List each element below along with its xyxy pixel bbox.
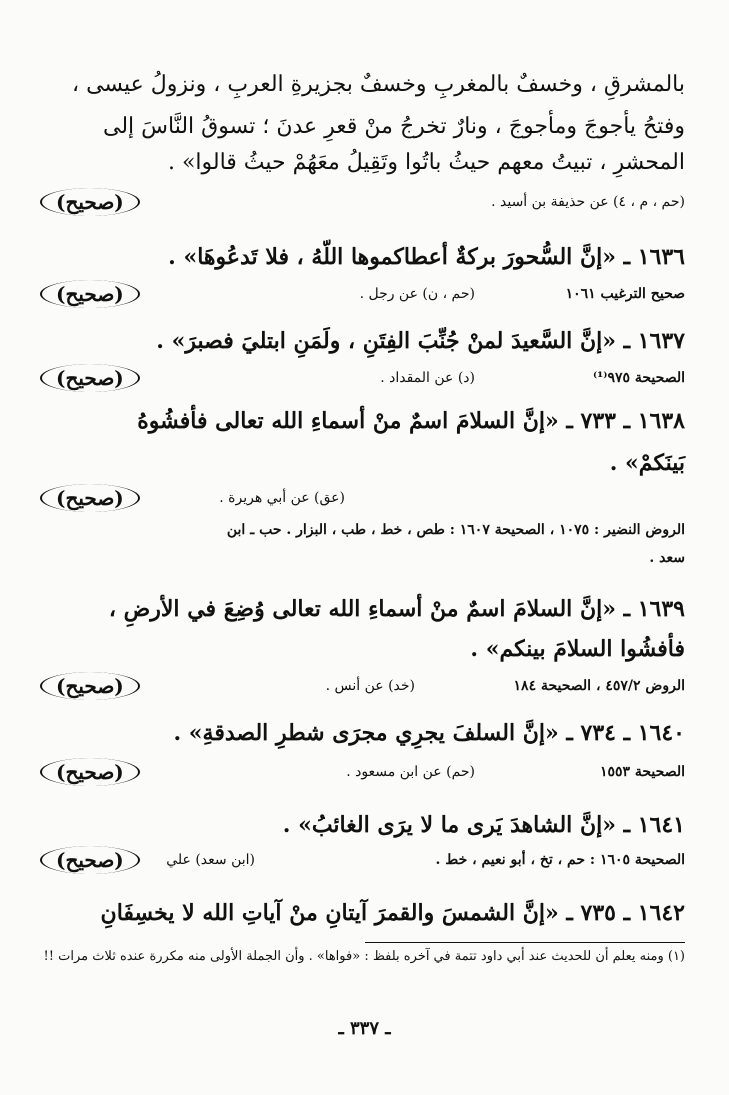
- grade-row-1640: [40, 758, 685, 798]
- hadith-1641: ١٦٤١ ـ «إنَّ الشاهدَ يَرى ما لا يرَى الغائبُ» .: [282, 812, 685, 838]
- grade-label: (صحيح): [40, 846, 140, 874]
- reference-text: الصحيحة ١٥٥٣: [599, 764, 685, 780]
- intro-line-2: وفتحُ يأجوجَ ومأجوجَ ، ونارٌ تخرجُ منْ قعرِ عدنَ ؛ تسوقُ النَّاسَ إلى: [103, 114, 685, 139]
- source-text: (عق) عن أبي هريرة .: [219, 490, 345, 506]
- reference-text: الصحيحة ٩٧٥⁽¹⁾: [592, 370, 685, 386]
- reference-text: الروض ٤٥٧/٢ ، الصحيحة ١٨٤: [513, 678, 685, 694]
- intro-line-1: بالمشرقِ ، وخسفٌ بالمغربِ وخسفٌ بجزيرةِ العربِ ، ونزولُ عيسى ،: [71, 72, 685, 97]
- extra-refs-1638-line-2: سعد .: [649, 550, 685, 566]
- reference-text: صحيح الترغيب ١٠٦١: [565, 286, 685, 302]
- source-text: (د) عن المقداد .: [380, 370, 475, 386]
- hadith-1638-line-1: ١٦٣٨ ـ ٧٣٣ ـ «إنَّ السلامَ اسمٌ منْ أسماءِ الله تعالى فأفشُوهُ: [137, 408, 685, 434]
- grade-row-1637: [40, 364, 685, 404]
- grade-row-1641: [40, 846, 685, 886]
- grade-row-1636: [40, 280, 685, 320]
- hadith-1637: ١٦٣٧ ـ «إنَّ السَّعيدَ لمنْ جُنِّبَ الفِتَنِ ، ولَمَنِ ابتليَ فصبرَ» .: [156, 328, 685, 354]
- intro-line-3: المحشرِ ، تبيتُ معهم حيثُ باتُوا وتَقِيلُ معَهُمْ حيثُ قالوا» .: [167, 150, 685, 175]
- grade-label: (صحيح): [40, 280, 140, 308]
- hadith-1640: ١٦٤٠ ـ ٧٣٤ ـ «إنَّ السلفَ يجرِي مجرَى شطرِ الصدقةِ» .: [173, 720, 685, 746]
- intro-grade-row: [40, 188, 685, 228]
- hadith-1638-line-2: بَينَكمْ» .: [609, 450, 685, 476]
- hadith-1639-line-1: ١٦٣٩ ـ «إنَّ السلامَ اسمٌ منْ أسماءِ الله تعالى وُضِعَ في الأرضِ ،: [108, 596, 685, 622]
- grade-row-1638: [40, 484, 685, 524]
- source-text: (خد) عن أنس .: [325, 678, 415, 694]
- grade-row-1639: [40, 672, 685, 712]
- grade-label: (صحيح): [40, 672, 140, 700]
- grade-label: (صحيح): [40, 484, 140, 512]
- reference-text: الصحيحة ١٦٠٥ : حم ، تخ ، أبو نعيم ، خط .: [435, 852, 685, 868]
- source-text: (ابن سعد) علي: [166, 852, 255, 868]
- grade-label: (صحيح): [40, 188, 140, 216]
- hadith-1642: ١٦٤٢ ـ ٧٣٥ ـ «إنَّ الشمسَ والقمرَ آيتانِ منْ آياتِ الله لا يخسِفَانِ: [100, 900, 685, 926]
- footnote: (١) ومنه يعلم أن للحديث عند أبي داود تتمة في آخره بلفظ : «فواها» . وأن الجملة الأولى منه مكررة عنده ثلاث مرات !!: [43, 949, 685, 964]
- source-text: (حم) عن ابن مسعود .: [346, 764, 475, 780]
- grade-label: (صحيح): [40, 758, 140, 786]
- source-text: (حم ، م ، ٤) عن حذيفة بن أسيد .: [491, 194, 685, 210]
- grade-label: (صحيح): [40, 364, 140, 392]
- footnote-divider: [365, 942, 685, 943]
- source-text: (حم ، ن) عن رجل .: [359, 286, 475, 302]
- hadith-1636: ١٦٣٦ ـ «إنَّ السُّحورَ بركةٌ أعطاكموها اللّهُ ، فلا تَدعُوهَا» .: [168, 244, 685, 270]
- page-number: ـ ٣٣٧ ـ: [338, 1018, 391, 1039]
- hadith-1639-line-2: فأفشُوا السلامَ بينكم» .: [470, 636, 685, 662]
- extra-refs-1638-line-1: الروض النضير : ١٠٧٥ ، الصحيحة ١٦٠٧ : طص ، خط ، طب ، البزار . حب ـ ابن: [226, 522, 685, 538]
